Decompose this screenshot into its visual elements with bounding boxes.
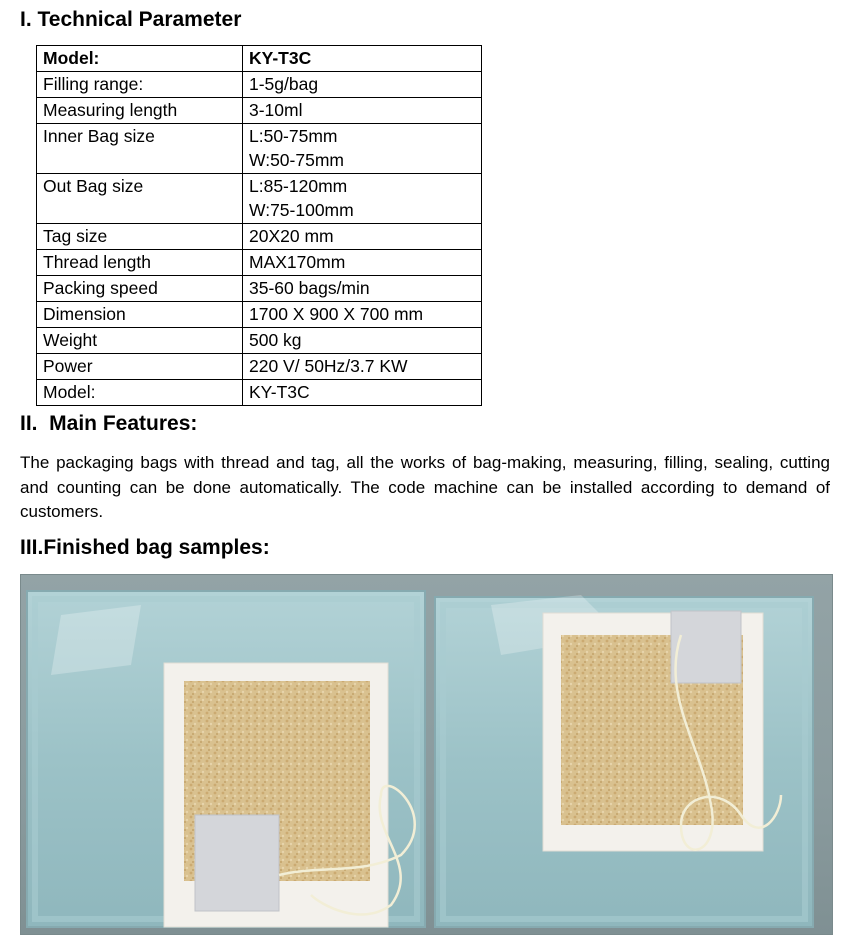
- parameter-value: [243, 328, 482, 354]
- right-sample-bag: [435, 595, 813, 927]
- parameter-value-line: 220 V/ 50Hz/3.7 KW: [249, 356, 408, 376]
- main-features-paragraph: The packaging bags with thread and tag, all the works of bag-making, measuring, filling, sealing, cutting and counting can be done automatically. The code machine can be installed according to demand of customers.: [20, 453, 830, 521]
- left-sample-bag: [27, 591, 425, 927]
- left-tag: [195, 815, 279, 911]
- parameter-value: [243, 124, 482, 174]
- parameter-value: [243, 302, 482, 328]
- parameter-row: [37, 98, 482, 124]
- parameter-label: Model:: [37, 46, 243, 72]
- parameter-value: [243, 174, 482, 224]
- parameter-row: [37, 72, 482, 98]
- parameter-value-line: W:50-75mm: [249, 150, 344, 170]
- technical-parameter-table: [36, 45, 482, 406]
- parameter-row: [37, 124, 482, 174]
- parameter-value: [243, 46, 482, 72]
- parameter-value-line: 1700 X 900 X 700 mm: [249, 304, 424, 324]
- parameter-row: [37, 174, 482, 224]
- parameter-value: [243, 224, 482, 250]
- parameter-label: Filling range:: [37, 72, 243, 98]
- parameter-value-line: KY-T3C: [249, 382, 310, 402]
- right-tag: [671, 611, 741, 683]
- finished-bag-samples-heading: III.Finished bag samples:: [20, 536, 270, 559]
- technical-parameter-heading: I. Technical Parameter: [20, 8, 242, 31]
- parameter-value: [243, 250, 482, 276]
- parameter-value-line: 20X20 mm: [249, 226, 334, 246]
- parameter-label: Measuring length: [37, 98, 243, 124]
- bag-samples-illustration: [21, 575, 832, 934]
- parameter-row: [37, 46, 482, 72]
- parameter-label: Packing speed: [37, 276, 243, 302]
- parameter-label: Dimension: [37, 302, 243, 328]
- parameter-row: [37, 354, 482, 380]
- parameter-value-line: 35-60 bags/min: [249, 278, 370, 298]
- parameter-label: Power: [37, 354, 243, 380]
- parameter-value-line: W:75-100mm: [249, 200, 354, 220]
- parameter-value: [243, 354, 482, 380]
- parameter-label: Out Bag size: [37, 174, 243, 224]
- parameter-value-line: 500 kg: [249, 330, 302, 350]
- parameter-value-line: 1-5g/bag: [249, 74, 319, 94]
- parameter-value-line: L:50-75mm: [249, 126, 338, 146]
- parameter-value: [243, 276, 482, 302]
- main-features-heading: II. Main Features:: [20, 412, 198, 435]
- parameter-value: [243, 72, 482, 98]
- parameter-label: Tag size: [37, 224, 243, 250]
- parameter-row: [37, 380, 482, 406]
- parameter-row: [37, 302, 482, 328]
- parameter-value-line: MAX170mm: [249, 252, 346, 272]
- parameter-row: [37, 224, 482, 250]
- parameter-label: Thread length: [37, 250, 243, 276]
- finished-bag-samples-photo: [20, 574, 833, 935]
- parameter-row: [37, 328, 482, 354]
- parameter-label: Model:: [37, 380, 243, 406]
- parameter-value-line: KY-T3C: [249, 48, 312, 68]
- parameter-row: [37, 250, 482, 276]
- parameter-value: [243, 380, 482, 406]
- parameter-value-line: L:85-120mm: [249, 176, 348, 196]
- parameter-value: [243, 98, 482, 124]
- parameter-row: [37, 276, 482, 302]
- parameter-value-line: 3-10ml: [249, 100, 303, 120]
- parameter-label: Inner Bag size: [37, 124, 243, 174]
- parameter-label: Weight: [37, 328, 243, 354]
